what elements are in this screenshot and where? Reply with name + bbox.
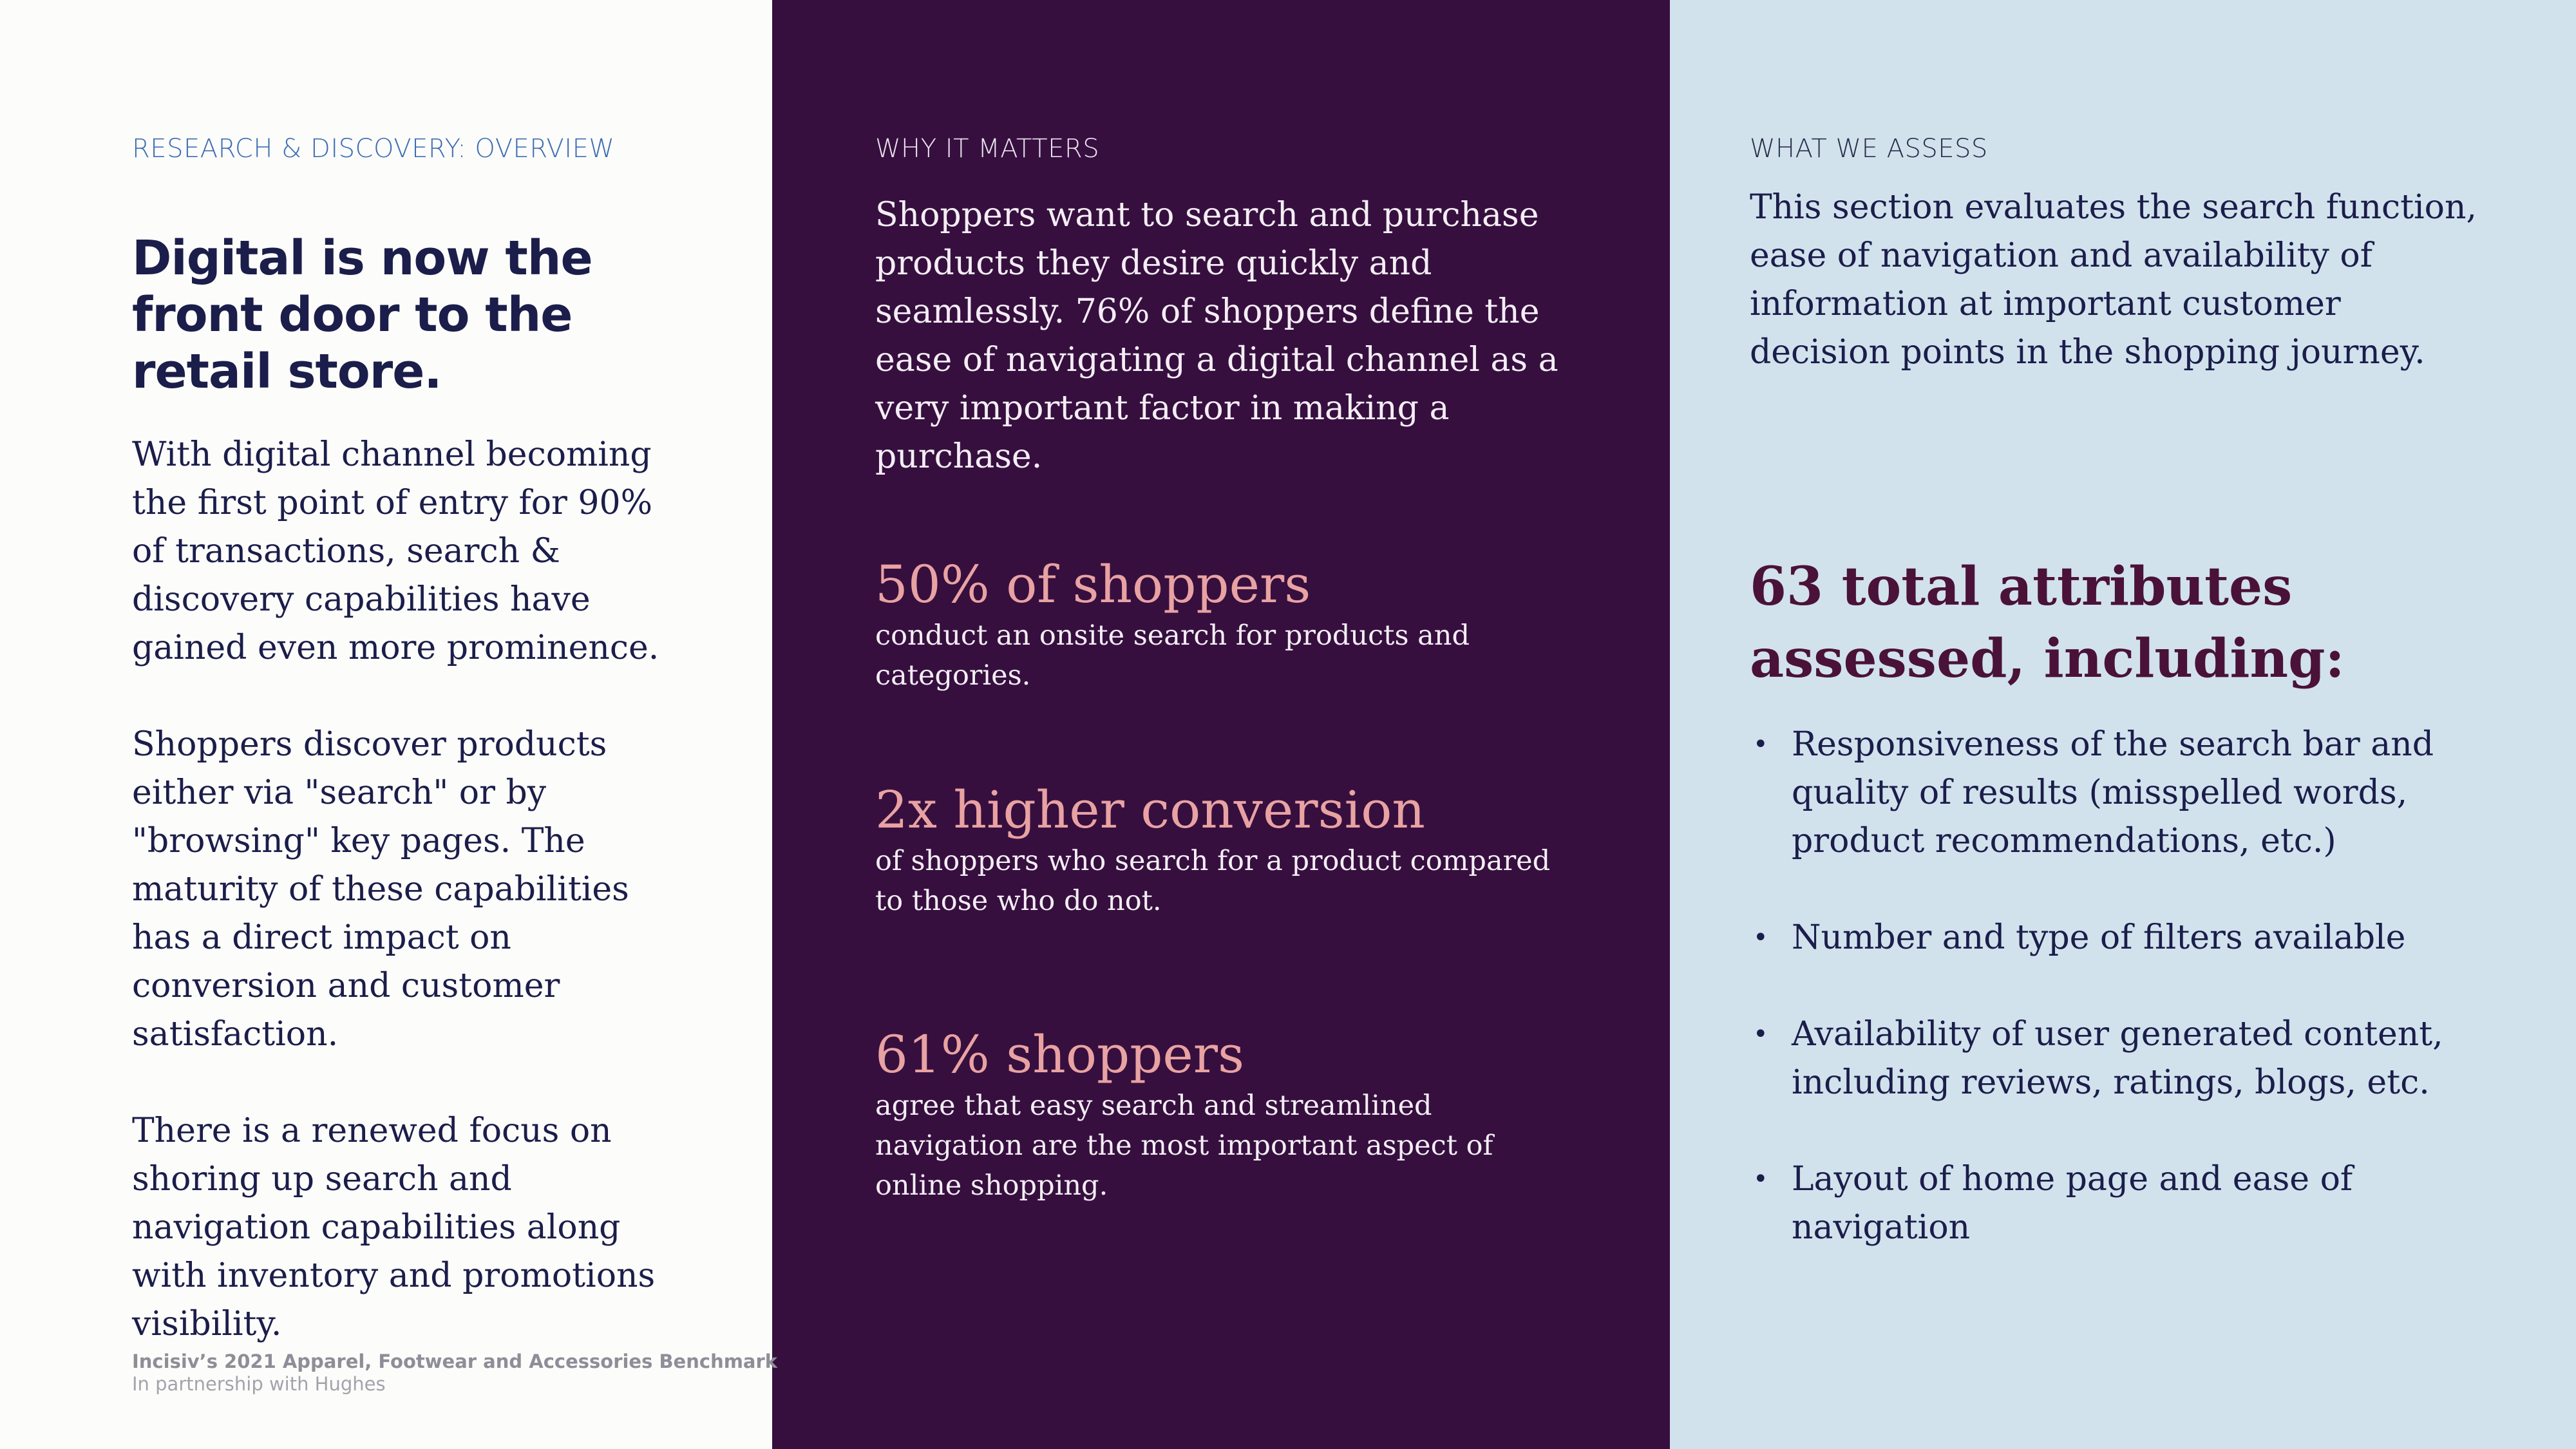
bullet-icon: • [1753,1019,1768,1049]
stat-title: 61% shoppers [875,1025,1245,1084]
overview-paragraph: There is a renewed focus on shoring up search and navigation capabilities along with inventory and promotions visibility. [132,1112,656,1343]
page-title: Digital is now the front door to the retail store. [132,231,592,399]
footer-title: Incisiv’s 2021 Apparel, Footwear and Accessories Benchmark [132,1350,778,1372]
section-eyebrow: WHAT WE ASSESS [1750,134,1988,164]
what-we-assess-column [1670,0,2576,1449]
why-it-matters-column [772,0,1670,1449]
list-item-text: Number and type of filters available [1792,918,2406,957]
footer [132,1350,777,1395]
list-item-text: Layout of home page and ease of navigation [1792,1160,2353,1247]
stat-block [875,1024,1573,1206]
list-item-text: Availability of user generated content, including reviews, ratings, blogs, etc. [1792,1015,2443,1102]
stat-description: conduct an onsite search for products and categories. [875,620,1470,692]
footer-subtitle: In partnership with Hughes [132,1373,386,1395]
section-eyebrow: WHY IT MATTERS [875,134,1100,164]
stat-description: agree that easy search and streamlined navigation are the most important aspect of online shopping. [875,1090,1493,1202]
list-item [1750,721,2486,866]
overview-paragraph: Shoppers discover products either via "search" or by "browsing" key pages. The maturity of these capabilities has a direct impact on conversion and customer satisfaction. [132,725,629,1054]
list-item [1750,914,2486,962]
stat-block [875,554,1573,696]
bullet-icon: • [1753,730,1768,759]
list-item-text: Responsiveness of the search bar and quality of results (misspelled words, product recommendations, etc.) [1792,725,2434,860]
stat-description: of shoppers who search for a product compared to those who do not. [875,845,1551,917]
stat-title: 50% of shoppers [875,554,1311,614]
list-item [1750,1010,2486,1107]
stat-title: 2x higher conversion [875,780,1425,840]
section-eyebrow: RESEARCH & DISCOVERY: OVERVIEW [132,134,615,164]
list-item [1750,1155,2486,1252]
attributes-list [1750,721,2486,1252]
stat-block [875,779,1573,921]
why-it-matters-intro: Shoppers want to search and purchase products they desire quickly and seamlessly. 76% of shoppers define the ease of navigating a digital channel as a very important factor in making a purchase. [875,196,1558,476]
overview-column [0,0,772,1449]
overview-paragraph: With digital channel becoming the first point of entry for 90% of transactions, search & discovery capabilities have gained even more prominence. [132,435,659,667]
attributes-heading: 63 total attributes assessed, including: [1750,556,2345,690]
what-we-assess-intro: This section evaluates the search function, ease of navigation and availability of information at important customer decision points in the shopping journey. [1750,188,2477,372]
bullet-icon: • [1753,1164,1768,1194]
bullet-icon: • [1753,923,1768,952]
